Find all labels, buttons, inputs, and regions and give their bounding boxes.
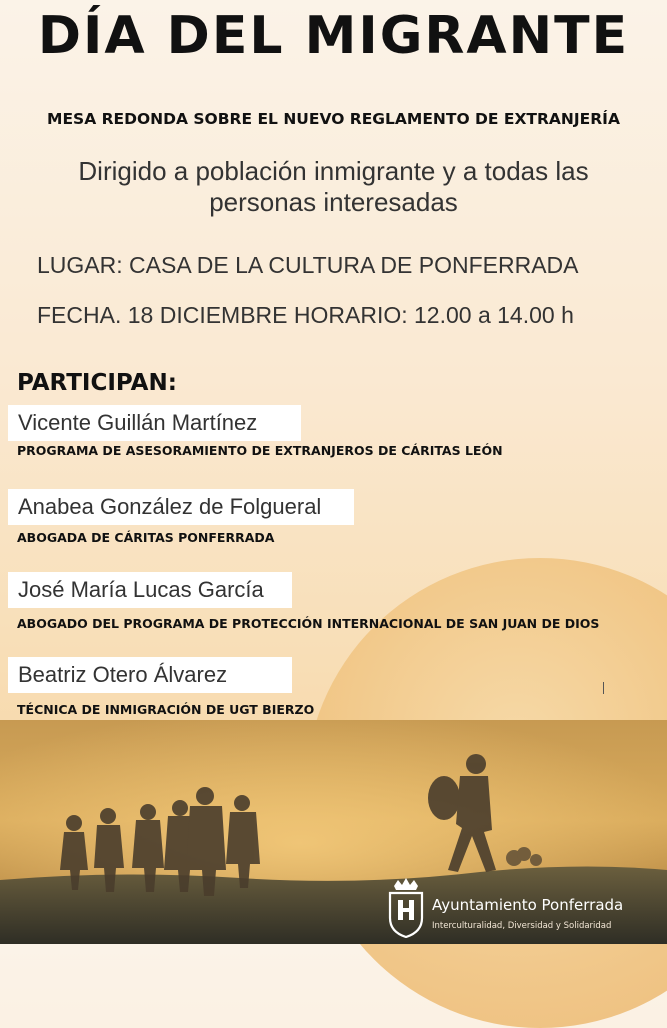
event-subtitle: MESA REDONDA SOBRE EL NUEVO REGLAMENTO DE EXTRANJERÍA [47, 110, 620, 128]
participant-role-4: TÉCNICA DE INMIGRACIÓN DE UGT BIERZO [17, 702, 315, 717]
audience-line-1: Dirigido a población inmigrante y a todas las [78, 156, 589, 186]
participant-role-1: PROGRAMA DE ASESORAMIENTO DE EXTRANJEROS DE CÁRITAS LEÓN [17, 443, 503, 458]
participant-name-3: José María Lucas García [8, 572, 292, 608]
participant-name-4: Beatriz Otero Álvarez [8, 657, 292, 693]
ayuntamiento-logo [386, 876, 656, 938]
participant-role-3: ABOGADO DEL PROGRAMA DE PROTECCIÓN INTERNACIONAL DE SAN JUAN DE DIOS [17, 616, 600, 631]
audience-line-2: personas interesadas [209, 187, 458, 217]
venue-text: LUGAR: CASA DE LA CULTURA DE PONFERRADA [37, 252, 579, 278]
audience-text [20, 156, 647, 218]
crowned-shield-icon [386, 876, 426, 938]
participant-role-2: ABOGADA DE CÁRITAS PONFERRADA [17, 530, 275, 545]
logo-name: Ayuntamiento Ponferrada [432, 896, 624, 914]
small-mark [603, 682, 604, 694]
page-title: DÍA DEL MIGRANTE [37, 6, 630, 66]
participants-heading: PARTICIPAN: [17, 370, 177, 396]
participant-name-1: Vicente Guillán Martínez [8, 405, 301, 441]
date-time-text: FECHA. 18 DICIEMBRE HORARIO: 12.00 a 14.00 h [37, 302, 574, 328]
logo-tagline: Interculturalidad, Diversidad y Solidaridad [432, 921, 612, 931]
participant-name-2: Anabea González de Folgueral [8, 489, 354, 525]
